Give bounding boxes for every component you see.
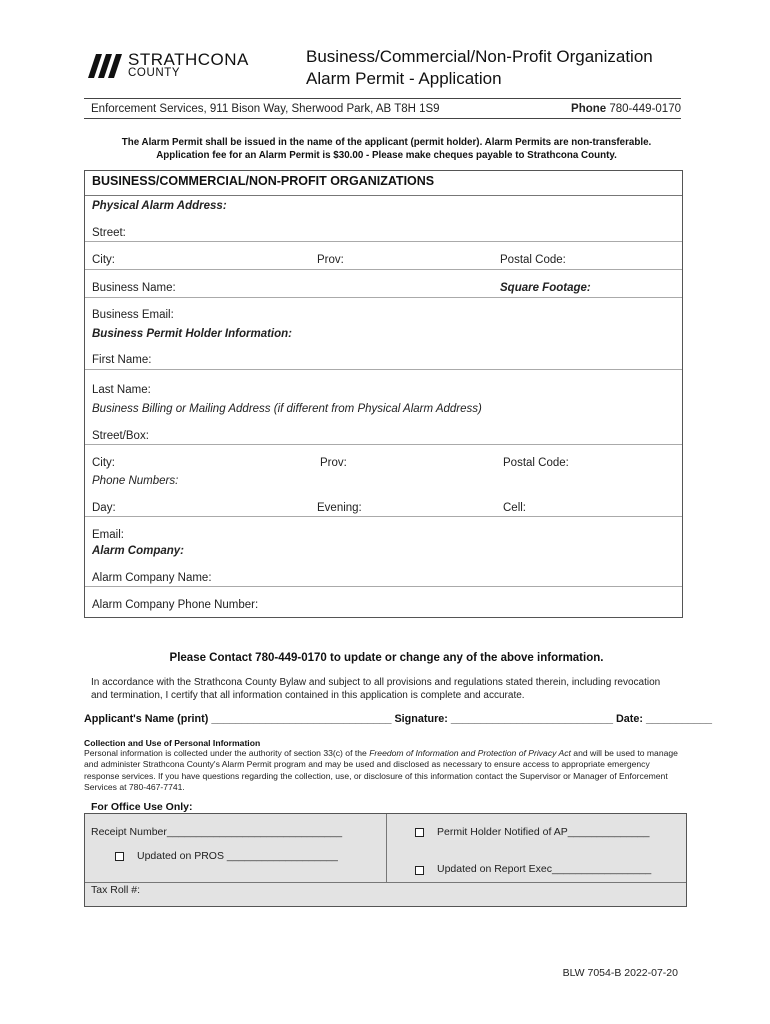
- application-form: [84, 170, 683, 618]
- address-divider: [84, 118, 681, 119]
- permit-notice: [84, 136, 689, 162]
- notice-line-2: Application fee for an Alarm Permit is $30.00 - Please make cheques payable to Strathcona County.: [156, 150, 617, 161]
- billing-address-heading: Business Billing or Mailing Address (if different from Physical Alarm Address): [92, 403, 482, 415]
- updated-pros-label: Updated on PROS ___________________: [137, 850, 338, 862]
- header-divider: [84, 98, 681, 99]
- title-line-2: Alarm Permit - Application: [306, 69, 502, 88]
- business-name-field[interactable]: Business Name:: [92, 282, 176, 294]
- title-line-1: Business/Commercial/Non-Profit Organization: [306, 47, 653, 66]
- cell-phone-field[interactable]: Cell:: [503, 502, 527, 514]
- form-section-title: BUSINESS/COMMERCIAL/NON-PROFIT ORGANIZATIONS: [92, 174, 435, 188]
- street-box-field[interactable]: Street/Box:: [92, 430, 149, 442]
- street-field[interactable]: Street:: [92, 227, 126, 239]
- row-divider: [85, 241, 682, 242]
- certification-statement: [91, 677, 681, 702]
- office-row-divider: [85, 882, 686, 883]
- personal-info-text-before: Personal information is collected under the authority of section 33(c) of the: [84, 748, 370, 758]
- phone-number: 780-449-0170: [609, 103, 681, 115]
- day-phone-field[interactable]: Day:: [92, 502, 116, 514]
- personal-info-text-after: and will be used to manage and administer Strathcona County's Alarm Permit program and may be used and disclosed as necessary to ensure access to appropriate emergency response services. If you have questions regarding the collection, use, or disclosure of this information contact the Supervisor or Manager of Enforcement Services at 780-467-7741.: [84, 748, 678, 792]
- alarm-company-heading: Alarm Company:: [92, 545, 185, 557]
- personal-info-text: [84, 748, 684, 793]
- personal-info-title: Collection and Use of Personal Information: [84, 738, 261, 748]
- tax-roll-field[interactable]: Tax Roll #:: [91, 884, 141, 896]
- row-divider: [85, 516, 682, 517]
- alarm-company-phone-field[interactable]: Alarm Company Phone Number:: [92, 599, 259, 611]
- foip-act-name: Freedom of Information and Protection of Privacy Act: [369, 748, 571, 758]
- row-divider: [85, 369, 682, 370]
- physical-address-heading: Physical Alarm Address:: [92, 200, 227, 212]
- row-divider: [85, 269, 682, 270]
- page-title: [306, 46, 653, 90]
- alarm-company-name-field[interactable]: Alarm Company Name:: [92, 572, 212, 584]
- certification-line-1: In accordance with the Strathcona County Bylaw and subject to all provisions and regulations stated therein, including revocation: [91, 677, 661, 688]
- receipt-number-field[interactable]: Receipt Number______________________________: [91, 826, 343, 838]
- billing-prov-field[interactable]: Prov:: [320, 457, 347, 469]
- billing-postal-code-field[interactable]: Postal Code:: [503, 457, 569, 469]
- office-phone: [571, 103, 681, 115]
- row-divider: [85, 297, 682, 298]
- last-name-field[interactable]: Last Name:: [92, 384, 151, 396]
- updated-report-exec-label: Updated on Report Exec_________________: [437, 863, 652, 875]
- office-use-heading: For Office Use Only:: [91, 801, 193, 813]
- evening-phone-field[interactable]: Evening:: [317, 502, 362, 514]
- postal-code-field[interactable]: Postal Code:: [500, 254, 566, 266]
- certification-line-2: and termination, I certify that all information contained in this application is complete and accurate.: [91, 689, 525, 701]
- logo-county: COUNTY: [128, 67, 181, 79]
- phone-numbers-heading: Phone Numbers:: [92, 475, 179, 487]
- signature-line[interactable]: Applicant's Name (print) ______________________________ Signature: ___________________________ Date: ___________: [84, 713, 713, 725]
- city-field[interactable]: City:: [92, 254, 115, 266]
- permit-holder-notified-checkbox[interactable]: [415, 828, 424, 837]
- updated-pros-checkbox[interactable]: [115, 852, 124, 861]
- prov-field[interactable]: Prov:: [317, 254, 344, 266]
- contact-note: Please Contact 780-449-0170 to update or change any of the above information.: [169, 652, 604, 664]
- notice-line-1: The Alarm Permit shall be issued in the name of the applicant (permit holder). Alarm Permits are non-transferable.: [121, 137, 652, 148]
- email-field[interactable]: Email:: [92, 529, 124, 541]
- billing-city-field[interactable]: City:: [92, 457, 115, 469]
- form-section-header: [85, 171, 682, 196]
- business-email-field[interactable]: Business Email:: [92, 309, 174, 321]
- row-divider: [85, 586, 682, 587]
- row-divider: [85, 444, 682, 445]
- updated-report-exec-checkbox[interactable]: [415, 866, 424, 875]
- logo-name: STRATHCONA: [128, 50, 249, 69]
- office-column-divider: [386, 814, 387, 882]
- square-footage-field[interactable]: Square Footage:: [500, 282, 591, 294]
- phone-label: Phone: [571, 103, 607, 115]
- permit-holder-notified-label: Permit Holder Notified of AP______________: [437, 826, 650, 838]
- county-logo-mark-icon: [86, 50, 124, 80]
- permit-holder-heading: Business Permit Holder Information:: [92, 328, 293, 340]
- office-address: Enforcement Services, 911 Bison Way, Sherwood Park, AB T8H 1S9: [91, 103, 440, 115]
- strathcona-county-logo: [86, 50, 256, 86]
- form-code: BLW 7054-B 2022-07-20: [562, 967, 678, 979]
- office-use-box: [84, 813, 687, 907]
- first-name-field[interactable]: First Name:: [92, 354, 152, 366]
